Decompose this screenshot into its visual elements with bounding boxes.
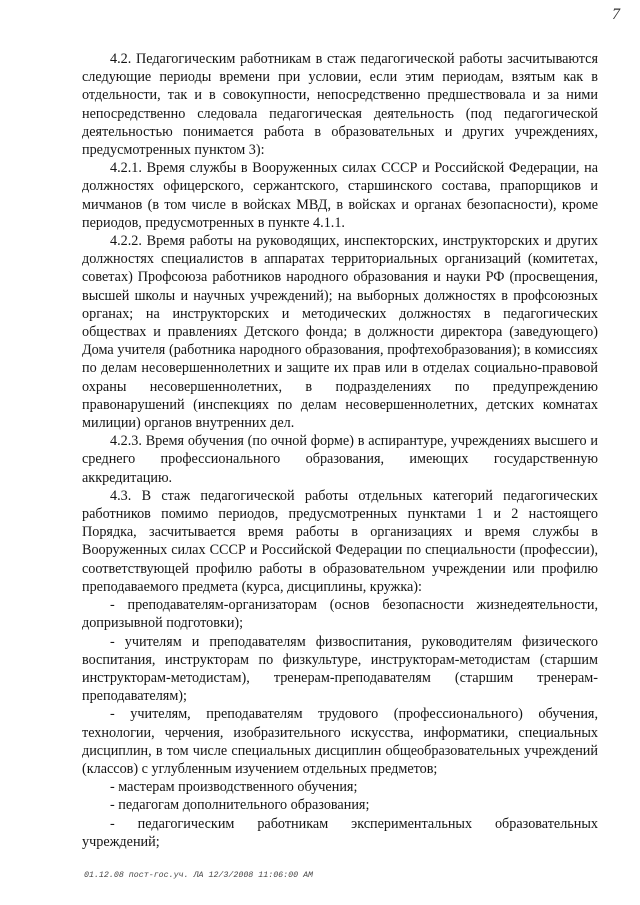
list-item-experimental: - педагогическим работникам экспериментальных образовательных учреждений;: [82, 815, 598, 850]
paragraph-4-2-1: 4.2.1. Время службы в Вооруженных силах СССР и Российской Федерации, на должностях офицерского, сержантского, старшинского состава, прапорщиков и мичманов (в том числе в войсках МВД, в войсках и органах безопасности), кроме периодов, предусмотренных в пункте 4.1.1.: [82, 160, 598, 231]
paragraph-4-3: 4.3. В стаж педагогической работы отдельных категорий педагогических работников помимо периодов, предусмотренных пунктами 1 и 2 настоящего Порядка, засчитывается время работы в организациях и время службы в Вооруженных силах СССР и Российской Федерации по специальности (профессии), соответствующей профилю работы в образовательном учреждении или профилю преподаваемого предмета (курса, дисциплины, кружка):: [82, 487, 598, 595]
document-body: [82, 50, 598, 851]
list-item-physical-education: - учителям и преподавателям физвоспитания, руководителям физического воспитания, инструкторам по физкультуре, инструкторам-методистам (старшим инструкторам-методистам), тренерам-преподавателям (старшим тренерам-преподавателям);: [82, 633, 598, 705]
list-item-teachers: - учителям, преподавателям трудового (профессионального) обучения, технологии, черчения, изобразительного искусства, информатики, специальных дисциплин, в том числе специальных дисциплин общеобразовательных учреждений (классов) с углубленным изучением отдельных предметов;: [82, 706, 598, 777]
footer-file-stamp: 01.12.08 пост-гос.уч. ЛА 12/3/2008 11:06:00 AM: [84, 871, 314, 880]
list-item-additional-education: - педагогам дополнительного образования;: [110, 797, 370, 814]
page-number: 7: [612, 6, 620, 23]
paragraph-4-2-3: 4.2.3. Время обучения (по очной форме) в аспирантуре, учреждениях высшего и среднего профессионального образования, имеющих государственную аккредитацию.: [82, 433, 598, 486]
list-item-masters: - мастерам производственного обучения;: [110, 779, 358, 796]
list-item-organizers: - преподавателям-организаторам (основ безопасности жизнедеятельности, допризывной подготовки);: [82, 597, 598, 632]
paragraph-4-2: 4.2. Педагогическим работникам в стаж педагогической работы засчитываются следующие периоды времени при условии, если этим периодам, взятым как в отдельности, так и в совокупности, непосредственно предшествовала и за ними непосредственно следовала педагогическая деятельность (под педагогической деятельностью понимается работа в образовательных и других учреждениях, предусмотренных пунктом 3):: [82, 51, 598, 159]
paragraph-4-2-2: 4.2.2. Время работы на руководящих, инспекторских, инструкторских и других должностях специалистов в аппаратах территориальных организаций (комитетах, советах) Профсоюза работников народного образования и науки РФ (просвещения, высшей школы и научных учреждений); на выборных должностях в профсоюзных органах; на инструкторских и методических должностях в педагогических обществах и правлениях Детского фонда; в должности директора (заведующего) Дома учителя (работника народного образования, профтехобразования); в комиссиях по делам несовершеннолетних и защите их прав или в отделах социально-правовой охраны несовершеннолетних, в подразделениях по предупреждению правонарушений (инспекциях по делам несовершеннолетних, детских комнатах милиции) органов внутренних дел.: [82, 233, 598, 432]
